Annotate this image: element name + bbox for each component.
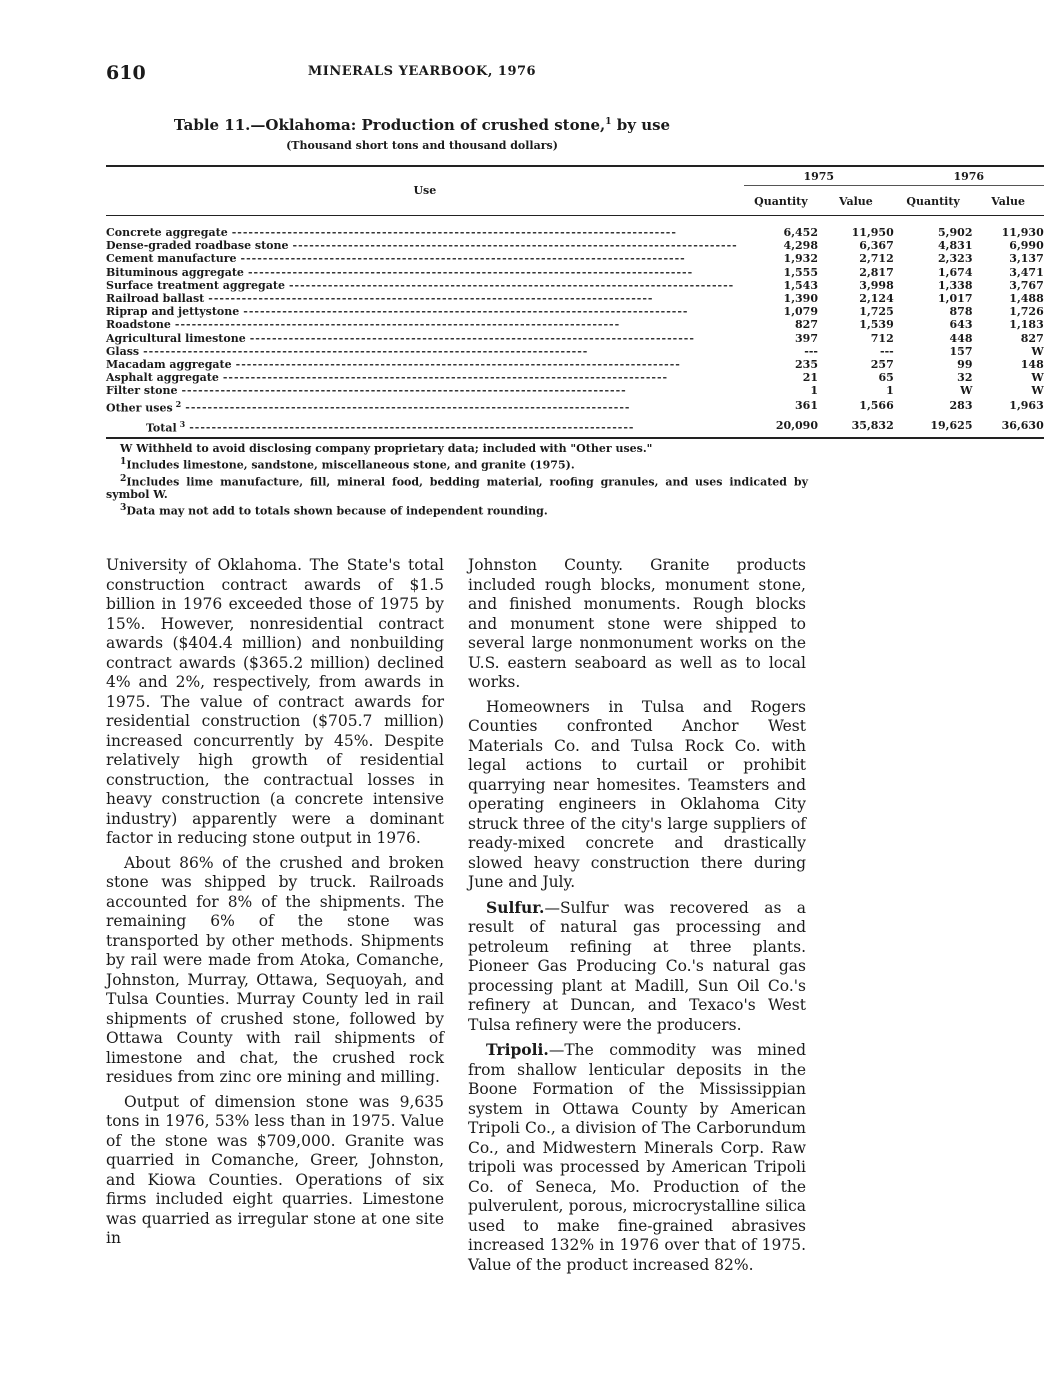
table-body: [106, 216, 1044, 439]
value-1975: 2,124: [859, 292, 894, 306]
heading-sulfur: Sulfur.: [486, 897, 545, 917]
table-footnotes: [106, 442, 808, 518]
footnote-2: $^2$Includes lime manufacture, fill, mineral food, bedding material, roofing granules, and uses indicated by symbol W.: [106, 472, 808, 502]
value-1976: W: [1031, 371, 1044, 385]
value-1975: 1: [886, 384, 894, 398]
value-1975: 1,725: [859, 305, 894, 319]
value-1976: 11,930: [1001, 226, 1044, 239]
total-quantity-1976: 19,625: [894, 415, 973, 439]
column-header-use: Use: [106, 166, 744, 216]
value-1976: 3,767: [1009, 278, 1044, 292]
quantity-1975: 1,555: [783, 265, 818, 279]
value-1975: 6,367: [859, 239, 894, 253]
column-header-value-1976: Value: [972, 189, 1043, 216]
quantity-1976: W: [960, 384, 973, 398]
total-quantity-1975: 20,090: [744, 415, 818, 439]
quantity-1975: 1,543: [783, 278, 818, 292]
quantity-1975: 1: [810, 384, 818, 398]
value-1975: 712: [870, 331, 894, 345]
value-1976: 1,963: [1009, 399, 1044, 413]
use-label: Roadstone --------------------------------------------------------------------------------: [106, 318, 621, 332]
use-label: Macadam aggregate --------------------------------------------------------------------------------: [106, 358, 681, 372]
column-header-1975: 1975: [744, 166, 894, 189]
table-title-footnote-mark: 1: [605, 117, 612, 127]
table-row: [106, 332, 1044, 345]
value-1975: 65: [878, 371, 894, 385]
table-title: [0, 116, 844, 134]
value-1976: W: [1031, 344, 1044, 358]
quantity-1976: 4,831: [938, 239, 973, 253]
use-label: Surface treatment aggregate --------------------------------------------------------------------------------: [106, 278, 735, 292]
table-row: [106, 216, 1044, 240]
footnote-w: W Withheld to avoid disclosing company proprietary data; included with "Other uses.": [120, 442, 653, 455]
use-label: Cement manufacture --------------------------------------------------------------------------------: [106, 252, 686, 266]
quantity-1975: 1,390: [783, 292, 818, 306]
table-title-main: Table 11.—Oklahoma: Production of crushed stone,: [173, 116, 606, 134]
quantity-1976: 32: [957, 371, 973, 385]
table-title-tail: by use: [611, 116, 671, 134]
table-row: [106, 318, 1044, 331]
quantity-1975: 6,452: [783, 226, 818, 239]
value-1975: 3,998: [859, 278, 894, 292]
quantity-1976: 1,674: [938, 265, 973, 279]
table-row: [106, 398, 1044, 415]
left-column: [106, 556, 444, 1254]
use-label: Dense-graded roadbase stone --------------------------------------------------------------------------------: [106, 239, 738, 253]
table-row: [106, 384, 1044, 397]
table-subtitle: (Thousand short tons and thousand dollars): [286, 139, 558, 152]
use-label: Glass --------------------------------------------------------------------------------: [106, 344, 589, 358]
total-value-1976: 36,630: [972, 415, 1043, 439]
paragraph-shipments: About 86% of the crushed and broken stone was shipped by truck. Railroads accounted for 8% of the shipments. The remaining 6% of the stone was transported by other methods. Shipments by rail were made from Atoka, Comanche, Johnston, Murray, Ottawa, Sequoyah, and Tulsa Counties. Murray County led in rail shipments of crushed stone, followed by Ottawa County with rail shipments of limestone and chat, the crushed rock residues from zinc ore mining and milling.: [106, 853, 444, 1086]
use-label: Railroad ballast --------------------------------------------------------------------------------: [106, 292, 654, 306]
value-1975: 2,712: [859, 252, 894, 266]
value-1976: 148: [1020, 358, 1044, 372]
value-1975: 1,566: [859, 399, 894, 413]
quantity-1976: 1,017: [938, 292, 973, 306]
table-row: [106, 252, 1044, 265]
table-row: [106, 371, 1044, 384]
use-label: Concrete aggregate --------------------------------------------------------------------------------: [106, 226, 677, 239]
value-1976: 1,183: [1009, 318, 1044, 332]
value-1976: W: [1031, 384, 1044, 398]
quantity-1975: 397: [795, 331, 818, 345]
use-label: Other uses $^2$ --------------------------------------------------------------------------------: [106, 398, 631, 415]
value-1976: 827: [1020, 331, 1044, 345]
paragraph-tripoli: Tripoli.—The commodity was mined from shallow lenticular deposits in the Boone Formation of the Mississippian system in Ottawa County by American Tripoli Co., a division of The Carborundum Co., and Midwestern Minerals Corp. Raw tripoli was processed by American Tripoli Co. of Seneca, Mo. Production of the pulverulent, porous, microcrystalline silica used to make fine-grained abrasives increased 132% in 1976 over that of 1975. Value of the product increased 82%.: [468, 1040, 806, 1274]
quantity-1976: 157: [949, 344, 973, 358]
value-1976: 3,137: [1009, 252, 1044, 266]
quantity-1975: 361: [795, 399, 818, 413]
value-1975: 11,950: [851, 226, 894, 239]
quantity-1975: 235: [795, 358, 818, 372]
quantity-1976: 878: [949, 305, 973, 319]
value-1975: 2,817: [859, 265, 894, 279]
quantity-1976: 643: [949, 318, 973, 332]
paragraph-construction: University of Oklahoma. The State's total construction contract awards of $1.5 billion in 1976 exceeded those of 1975 by 15%. However, nonresidential contract awards ($404.4 million) and nonbuilding contract awards ($365.2 million) declined 4% and 2%, respectively, from awards in 1975. The value of contract awards for residential construction ($705.7 million) increased concurrently by 45%. Despite relatively high growth of residential construction, the contractual losses in heavy construction (a concrete intensive industry) apparently were a dominant factor in reducing stone output in 1976.: [106, 556, 444, 847]
footnote-3: $^3$Data may not add to totals shown because of independent rounding.: [120, 502, 548, 518]
column-header-value-1975: Value: [818, 189, 894, 216]
quantity-1976: 5,902: [938, 226, 973, 239]
column-header-quantity-1975: Quantity: [744, 189, 818, 216]
crushed-stone-table: [106, 165, 1044, 439]
table-row: [106, 292, 1044, 305]
quantity-1975: 827: [795, 318, 818, 332]
quantity-1975: 21: [802, 371, 818, 385]
table-row: [106, 305, 1044, 318]
value-1975: 1,539: [859, 318, 894, 332]
table-total-row: [106, 415, 1044, 439]
paragraph-granite: Johnston County. Granite products included rough blocks, monument stone, and finished monuments. Rough blocks and monument stone were shipped to several large nonmonument works on the U.S. eastern seaboard as well as to local works.: [468, 556, 806, 691]
quantity-1976: 1,338: [938, 278, 973, 292]
quantity-1975: 1,079: [783, 305, 818, 319]
value-1975: ---: [880, 344, 894, 358]
quantity-1975: 1,932: [783, 252, 818, 266]
value-1976: 6,990: [1009, 239, 1044, 253]
value-1976: 3,471: [1009, 265, 1044, 279]
column-header-quantity-1976: Quantity: [894, 189, 973, 216]
quantity-1976: 283: [949, 399, 973, 413]
quantity-1975: 4,298: [783, 239, 818, 253]
use-label: Riprap and jettystone --------------------------------------------------------------------------------: [106, 305, 689, 319]
quantity-1976: 99: [957, 358, 973, 372]
table-row: [106, 358, 1044, 371]
heading-tripoli: Tripoli.: [486, 1040, 549, 1059]
right-column: [468, 556, 806, 1280]
quantity-1976: 2,323: [938, 252, 973, 266]
value-1975: 257: [870, 358, 894, 372]
column-header-1976: 1976: [894, 166, 1044, 189]
table-row: [106, 345, 1044, 358]
paragraph-homeowners: Homeowners in Tulsa and Rogers Counties confronted Anchor West Materials Co. and Tulsa Rock Co. with legal actions to curtail or prohibit quarrying near homesites. Teamsters and operating engineers in Oklahoma City struck three of the city's large suppliers of ready-mixed concrete and drastically slowed heavy construction there during June and July.: [468, 697, 806, 891]
use-label: Bituminous aggregate --------------------------------------------------------------------------------: [106, 265, 694, 279]
use-label: Filter stone --------------------------------------------------------------------------------: [106, 384, 627, 398]
paragraph-sulfur: Sulfur.—Sulfur was recovered as a result of natural gas processing and petroleum refining at three plants. Pioneer Gas Producing Co.'s natural gas processing plant at Madill, Sun Oil Co.'s refinery at Duncan, and Texaco's West Tulsa refinery were the producers.: [468, 897, 806, 1034]
total-value-1975: 35,832: [818, 415, 894, 439]
table-row: [106, 239, 1044, 252]
quantity-1975: ---: [804, 344, 818, 358]
quantity-1976: 448: [949, 331, 973, 345]
page-number: 610: [106, 62, 146, 84]
footnote-1: $^1$Includes limestone, sandstone, miscellaneous stone, and granite (1975).: [120, 456, 575, 472]
value-1976: 1,488: [1009, 292, 1044, 306]
running-head: MINERALS YEARBOOK, 1976: [307, 64, 537, 79]
table-row: [106, 266, 1044, 279]
use-label: Asphalt aggregate --------------------------------------------------------------------------------: [106, 371, 669, 385]
use-label: Total $^3$ --------------------------------------------------------------------------------: [106, 415, 744, 439]
value-1976: 1,726: [1009, 305, 1044, 319]
paragraph-dimension-stone: Output of dimension stone was 9,635 tons in 1976, 53% less than in 1975. Value of the stone was $709,000. Granite was quarried in Comanche, Greer, Johnston, and Kiowa Counties. Operations of six firms included eight quarries. Limestone was quarried as irregular stone at one site in: [106, 1092, 444, 1247]
use-label: Agricultural limestone --------------------------------------------------------------------------------: [106, 331, 695, 345]
table-row: [106, 279, 1044, 292]
